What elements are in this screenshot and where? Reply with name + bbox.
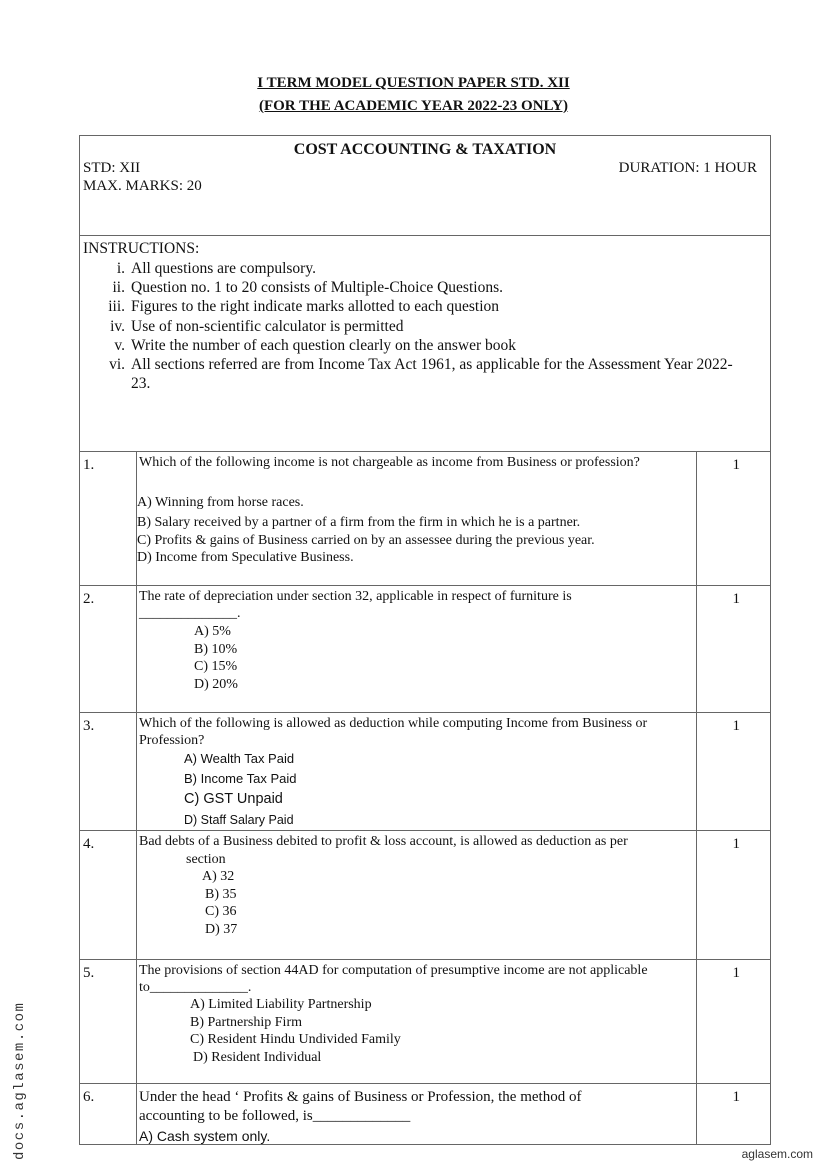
option-c: C) Profits & gains of Business carried on by an assessee during the previous year.: [137, 533, 595, 548]
option-a: A) Winning from horse races.: [137, 495, 304, 510]
paper-title: I TERM MODEL QUESTION PAPER STD. XII: [257, 75, 570, 91]
instruction-text: Figures to the right indicate marks allotted to each question: [131, 298, 500, 316]
option-b: B) Salary received by a partner of a firm from the firm in which he is a partner.: [137, 515, 581, 530]
question-marks: 1: [732, 591, 740, 607]
question-row: [79, 451, 771, 586]
option-d: D) Staff Salary Paid: [184, 813, 294, 827]
option-d: D) 20%: [194, 677, 238, 692]
instruction-number: i.: [116, 260, 125, 277]
question-number: 6.: [83, 1089, 95, 1105]
question-text: Which of the following is allowed as deduction while computing Income from Business or Profession?: [139, 716, 648, 748]
option-a: A) Cash system only.: [139, 1128, 271, 1144]
question-number: 4.: [83, 836, 95, 852]
instruction-item: [80, 297, 770, 316]
instruction-text: Write the number of each question clearly on the answer book: [131, 336, 517, 354]
question-row: [79, 1083, 771, 1145]
paper-subtitle: (FOR THE ACADEMIC YEAR 2022-23 ONLY): [258, 98, 569, 114]
question-text: The rate of depreciation under section 32, applicable in respect of furniture is: [139, 589, 572, 604]
question-body: [136, 1084, 697, 1144]
question-row: [79, 712, 771, 831]
option-a: A) Limited Liability Partnership: [190, 997, 372, 1012]
question-row: [79, 830, 771, 960]
option-d: D) 37: [205, 922, 238, 937]
paper-header-box: [79, 135, 771, 236]
instruction-number: vi.: [109, 356, 125, 374]
instructions-heading: INSTRUCTIONS:: [83, 240, 200, 257]
question-text-blank: accounting to be followed, is_____________: [139, 1108, 411, 1124]
question-marks: 1: [732, 836, 740, 852]
question-body: [136, 713, 697, 830]
option-c: C) 15%: [194, 659, 238, 674]
instruction-number: ii.: [112, 279, 125, 297]
instruction-text: Question no. 1 to 20 consists of Multiple-Choice Questions.: [131, 279, 503, 297]
instruction-text: All questions are compulsory.: [131, 260, 316, 277]
instruction-item: [80, 336, 770, 355]
option-d: D) Income from Speculative Business.: [137, 550, 354, 565]
option-a: A) Wealth Tax Paid: [184, 751, 295, 766]
question-number: 3.: [83, 718, 95, 734]
option-a: A) 5%: [194, 624, 231, 639]
question-body: [136, 960, 697, 1083]
question-text: Bad debts of a Business debited to profit & loss account, is allowed as deduction as per: [139, 834, 628, 849]
question-text-blank: to______________.: [139, 980, 252, 995]
instruction-item: [80, 259, 770, 278]
question-marks: 1: [732, 965, 740, 981]
question-number: 1.: [83, 457, 95, 473]
question-number: 5.: [83, 965, 95, 981]
instruction-item: [80, 317, 770, 336]
max-marks-label: MAX. MARKS: 20: [83, 178, 202, 194]
question-text-section: section: [186, 852, 226, 867]
option-c: C) Resident Hindu Undivided Family: [190, 1032, 401, 1047]
option-a: A) 32: [202, 869, 235, 884]
side-watermark: docs.aglasem.com: [12, 1001, 28, 1160]
duration-label: DURATION: 1 HOUR: [618, 160, 757, 176]
brand-footer: aglasem.com: [741, 1147, 813, 1161]
instructions-box: [79, 235, 771, 452]
question-body: [136, 586, 697, 712]
question-body: [136, 831, 697, 959]
instruction-text: Use of non-scientific calculator is permitted: [131, 317, 404, 335]
option-c: C) 36: [205, 904, 237, 919]
instruction-text: All sections referred are from Income Tax Act 1961, as applicable for the Assessment Year 2022-23.: [131, 356, 733, 393]
question-row: [79, 585, 771, 713]
instruction-number: v.: [114, 336, 125, 354]
option-b: B) Partnership Firm: [190, 1015, 302, 1030]
question-marks: 1: [732, 1089, 740, 1105]
question-text-blank: ______________.: [139, 606, 241, 621]
option-d: D) Resident Individual: [193, 1050, 322, 1065]
instruction-item: [80, 278, 770, 297]
question-text: The provisions of section 44AD for computation of presumptive income are not applicable: [139, 963, 648, 978]
std-label: STD: XII: [83, 160, 141, 176]
option-b: B) 35: [205, 887, 237, 902]
option-b: B) Income Tax Paid: [184, 771, 297, 786]
subject-title: COST ACCOUNTING & TAXATION: [293, 141, 557, 158]
instruction-number: iv.: [110, 317, 125, 335]
question-row: [79, 959, 771, 1084]
question-marks: 1: [732, 457, 740, 473]
instruction-item: [80, 355, 770, 393]
option-c: C) GST Unpaid: [184, 791, 283, 807]
question-text: Under the head ‘ Profits & gains of Business or Profession, the method of: [139, 1089, 582, 1105]
question-body: [136, 452, 697, 585]
question-marks: 1: [732, 718, 740, 734]
question-text: Which of the following income is not chargeable as income from Business or profession?: [139, 455, 640, 470]
question-number: 2.: [83, 591, 95, 607]
option-b: B) 10%: [194, 642, 238, 657]
instructions-list: [80, 259, 770, 393]
instruction-number: iii.: [108, 298, 125, 316]
